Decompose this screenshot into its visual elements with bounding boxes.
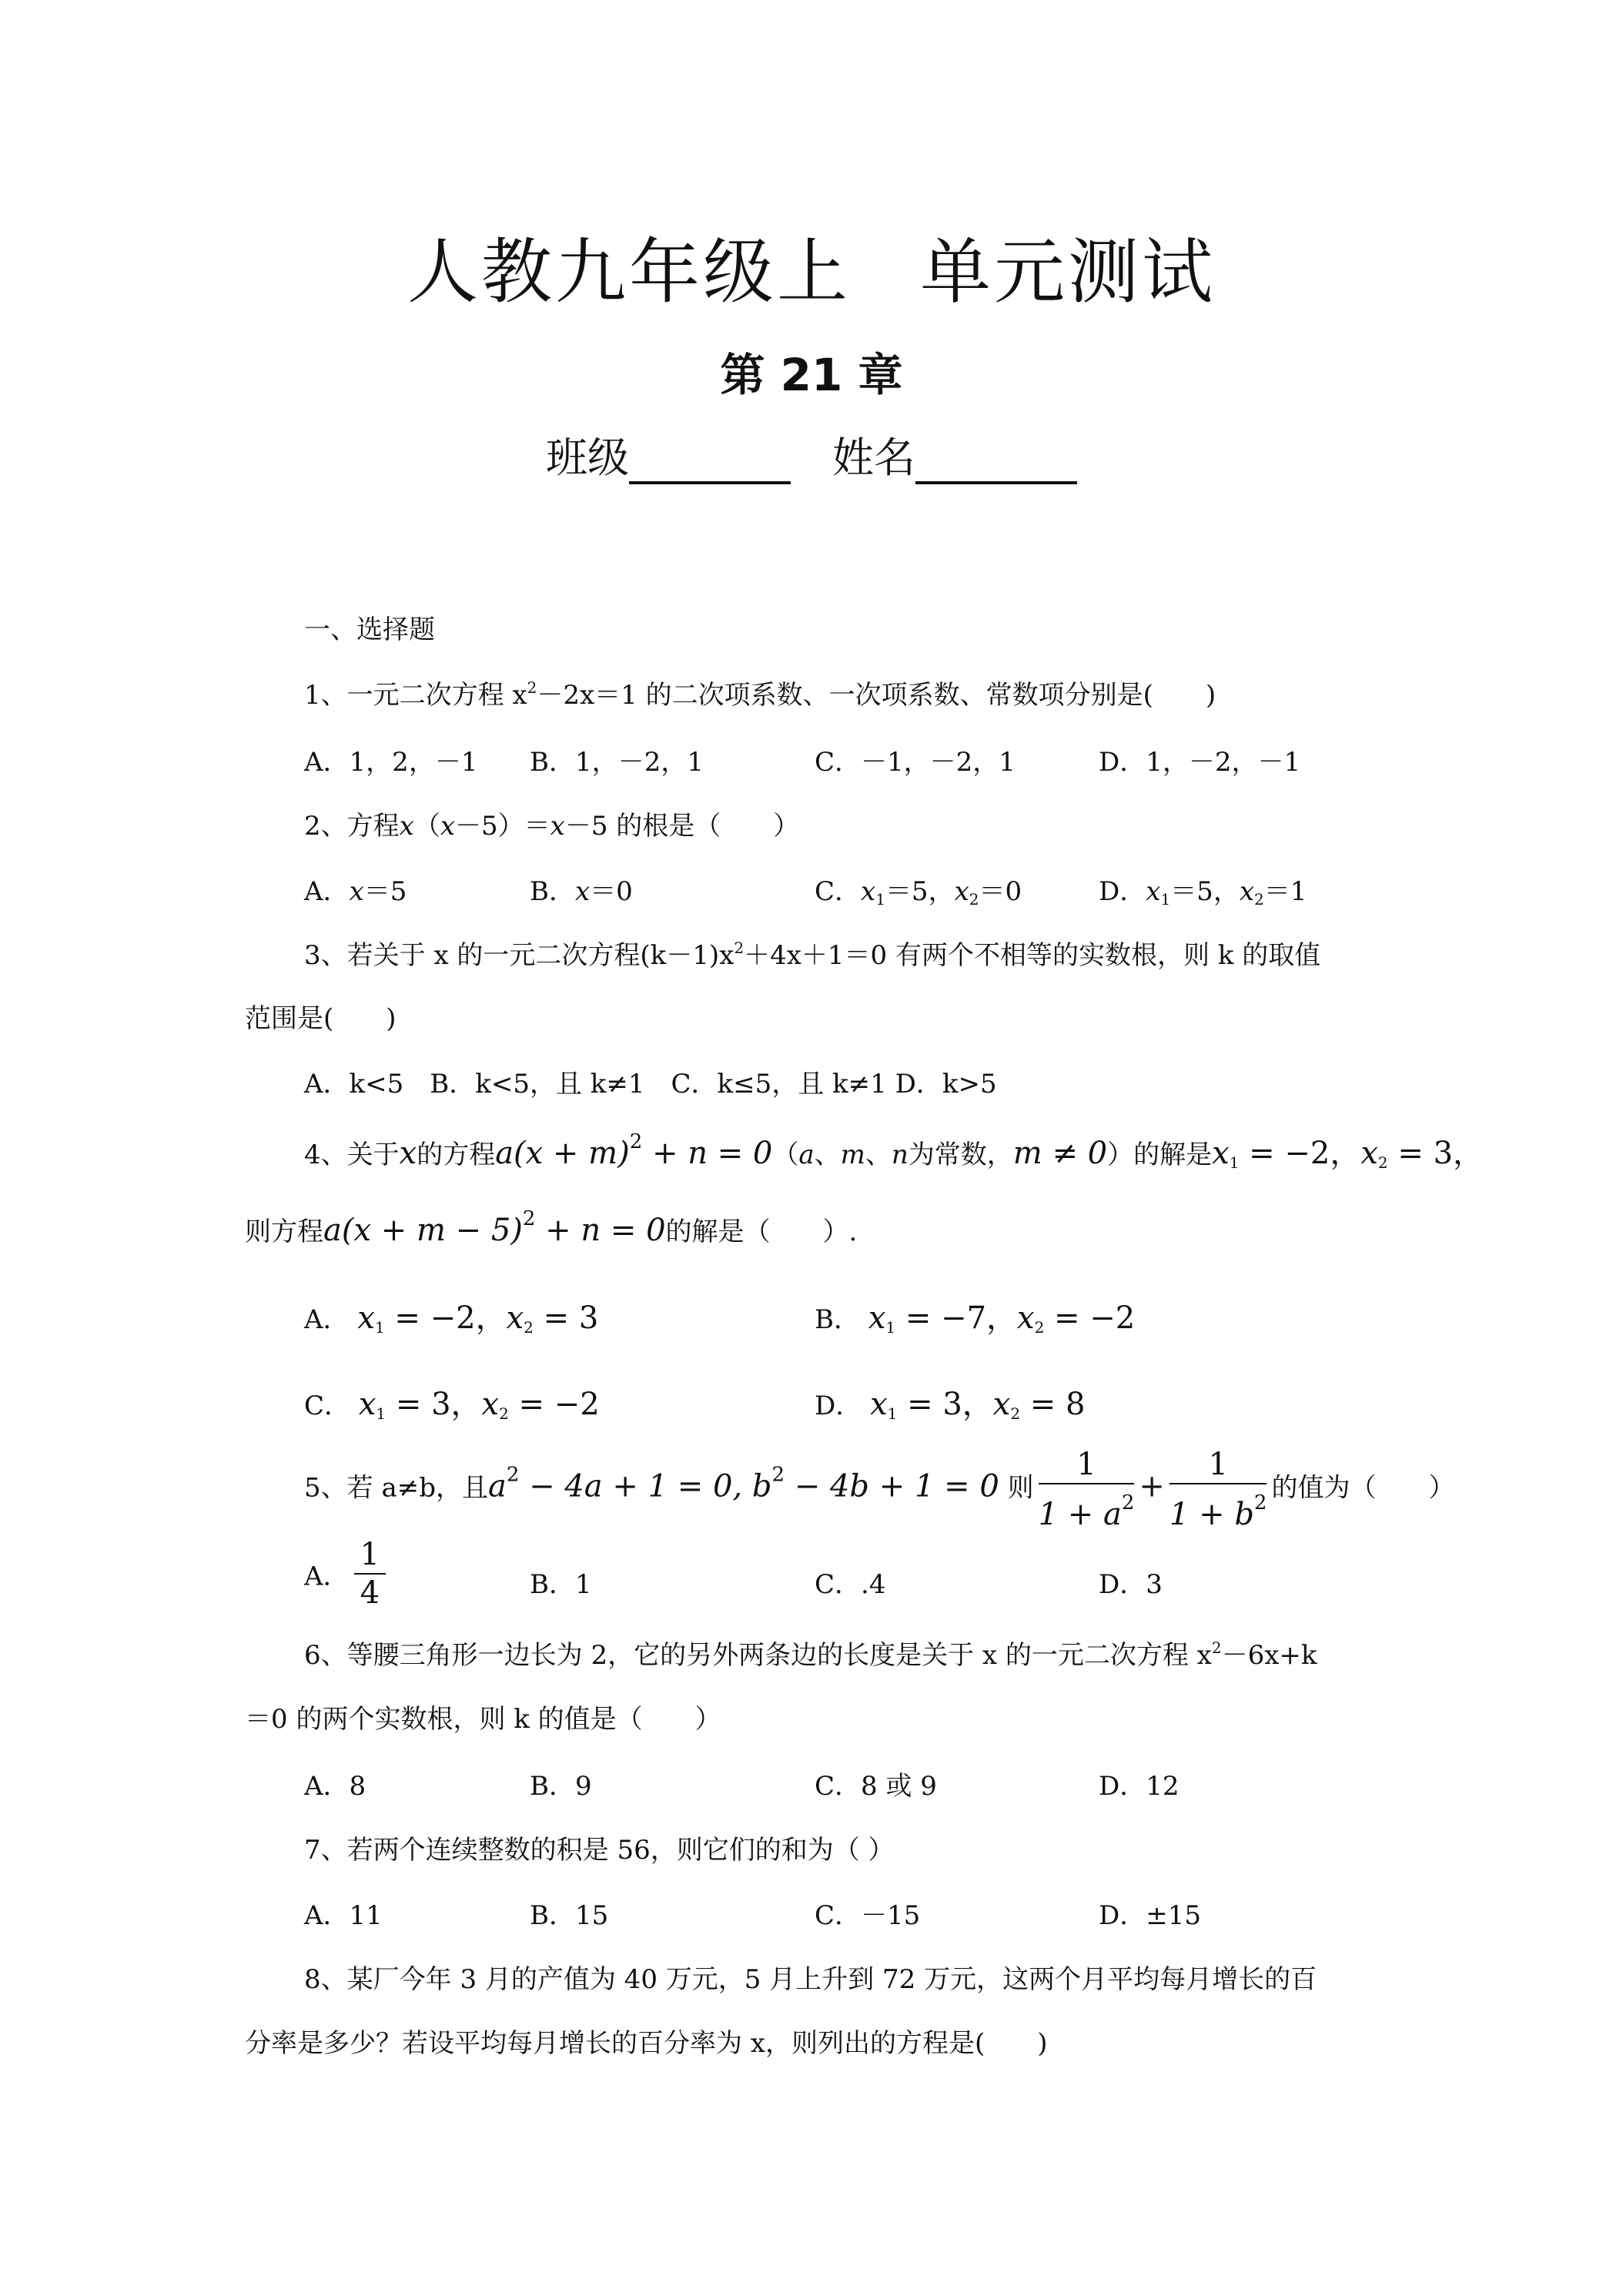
class-label: 班级 bbox=[546, 433, 629, 482]
student-info bbox=[0, 425, 1623, 484]
q1-option-b: B．1，－2，1 bbox=[530, 747, 704, 778]
q7-option-a: A．11 bbox=[304, 1900, 383, 1931]
q1-option-c: C．－1，－2，1 bbox=[815, 747, 1016, 778]
section-heading: 一、选择题 bbox=[304, 614, 435, 645]
question-2: 2、方程x（x－5）＝x－5 的根是（ ） bbox=[304, 811, 800, 842]
question-3-line-2: 范围是( ) bbox=[245, 1003, 397, 1034]
q4-option-d: D． $x_1 = 3$，$x_2 = 8$ bbox=[815, 1387, 1086, 1423]
fraction-one-quarter: $\frac{1}{4}$ bbox=[354, 1536, 386, 1612]
page-title bbox=[0, 216, 1623, 317]
question-1: 1、一元二次方程 $x^2-2x=1$ 的二次项系数、一次项系数、常数项分别是( ) bbox=[304, 678, 1216, 711]
q5-option-d: D．3 bbox=[1099, 1569, 1163, 1600]
class-blank[interactable] bbox=[629, 441, 791, 484]
q7-option-c: C．－15 bbox=[815, 1900, 921, 1931]
chapter-heading: 第 21 章 bbox=[720, 349, 903, 401]
q5-option-b: B．1 bbox=[530, 1569, 592, 1600]
q7-option-b: B．15 bbox=[530, 1900, 609, 1931]
q3-options: A．k<5 B．k<5，且 k≠1 C．k≤5，且 k≠1 D．k>5 bbox=[304, 1069, 997, 1099]
question-6-line-2: ＝0 的两个实数根，则 k 的值是（ ） bbox=[245, 1704, 721, 1735]
title-left: 人教九年级上 bbox=[407, 231, 851, 313]
name-blank[interactable] bbox=[915, 441, 1077, 484]
question-6-line-1: 6、等腰三角形一边长为 2，它的另外两条边的长度是关于 x 的一元二次方程 $x^2-6x+k$ bbox=[304, 1638, 1317, 1671]
q1-option-a: A．1，2，－1 bbox=[304, 747, 478, 778]
q2-option-c: C．$x_1=5$，$x_2=0$ bbox=[815, 876, 1022, 909]
q2-option-b: B．x＝0 bbox=[530, 876, 633, 907]
q1-option-d: D．1，－2，－1 bbox=[1099, 747, 1301, 778]
question-4-line-2: 则方程$a(x + m - 5)^2 + n = 0$的解是（ ）. bbox=[245, 1207, 858, 1248]
question-8-line-1: 8、某厂今年 3 月的产值为 40 万元，5 月上升到 72 万元，这两个月平均每月增长的百 bbox=[304, 1964, 1317, 1995]
name-label: 姓名 bbox=[832, 433, 915, 482]
fraction-2: $\frac{1}{1 + b^2}$ bbox=[1169, 1447, 1267, 1532]
q6-option-c: C．8 或 9 bbox=[815, 1771, 937, 1802]
q7-option-d: D．±15 bbox=[1099, 1900, 1202, 1931]
q4-option-a: A． $x_1 = -2$，$x_2 = 3$ bbox=[304, 1300, 599, 1337]
question-4-line-1: 4、关于x的方程$a(x + m)^2 + n = 0(a$、m、n为常数，m ≠ 0）的解是$x_1 = -2$，$x_2 = 3$， bbox=[304, 1130, 1484, 1172]
q4-option-c: C． $x_1 = 3$，$x_2 = -2$ bbox=[304, 1387, 600, 1423]
question-7: 7、若两个连续整数的积是 56，则它们的和为（ ） bbox=[304, 1835, 895, 1866]
q2-option-d: D．$x_1=5$，$x_2=1$ bbox=[1099, 876, 1307, 909]
q2-option-a: A．x＝5 bbox=[304, 876, 407, 907]
q6-option-a: A．8 bbox=[304, 1771, 366, 1802]
q5-option-c: C．.4 bbox=[815, 1569, 886, 1600]
q5-option-a: A． $\frac{1}{4}$ bbox=[304, 1536, 390, 1612]
fraction-1: $\frac{1}{1 + a^2}$ bbox=[1038, 1447, 1135, 1532]
title-right: 单元测试 bbox=[920, 231, 1216, 313]
q6-option-d: D．12 bbox=[1099, 1771, 1180, 1802]
q4-option-b: B． $x_1 = -7$，$x_2 = -2$ bbox=[815, 1300, 1136, 1337]
question-3-line-1: 3、若关于 x 的一元二次方程$(k-1)x^2+4x+1=0$ 有两个不相等的实数根，则 k 的取值 bbox=[304, 939, 1321, 971]
q6-option-b: B．9 bbox=[530, 1771, 592, 1802]
question-5: 5、若 a≠b，且$a^2 - 4a + 1 = 0$, $b^2 - 4b + 1 = 0$ 则 $\frac{1}{1 + a^2}$ + $\frac{1}{1 + b^2}$ 的值为（ ） bbox=[304, 1447, 1455, 1532]
question-8-line-2: 分率是多少？若设平均每月增长的百分率为 x，则列出的方程是( ) bbox=[245, 2028, 1048, 2059]
